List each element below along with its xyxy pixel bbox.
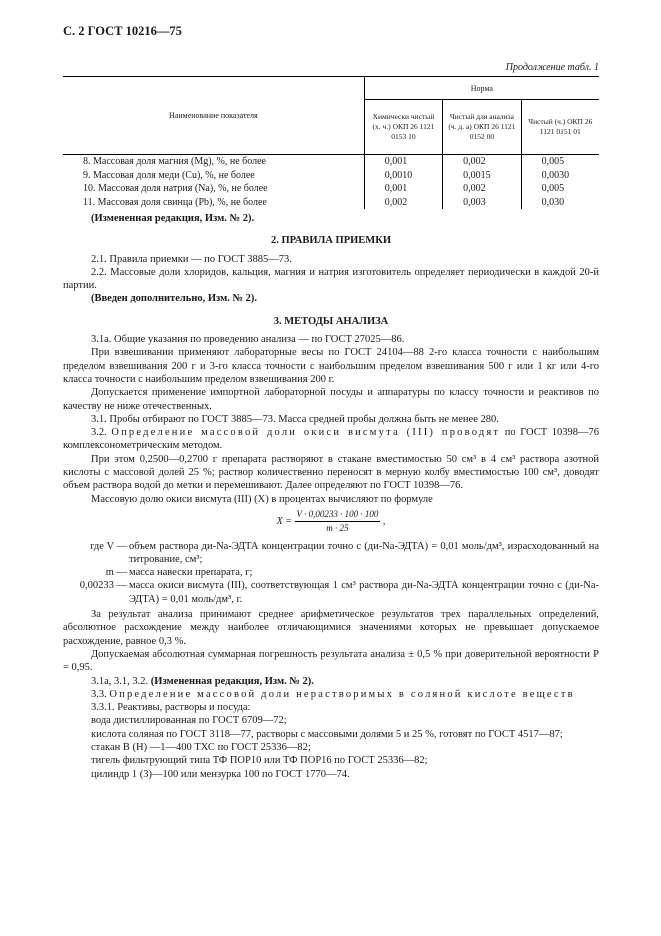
grade-header-hch: Химически чистый (х. ч.) ОКП 26 1121 0153 10 bbox=[364, 100, 442, 155]
table-cell: 0,002 bbox=[364, 196, 442, 210]
specification-table bbox=[63, 76, 599, 209]
grade-header-chda: Чистый для анализа (ч. д. а) ОКП 26 1121 0152 00 bbox=[443, 100, 521, 155]
section-title: 2. ПРАВИЛА ПРИЕМКИ bbox=[271, 235, 391, 247]
list-item: цилиндр 1 (3)—100 или мензурка 100 по ГОСТ 1770—74. bbox=[91, 768, 350, 780]
table-row-name: 8. Массовая доля магния (Mg), %, не более bbox=[83, 156, 266, 168]
table-row-name: 11. Массовая доля свинца (Pb), %, не более bbox=[83, 196, 267, 208]
list-item: стакан В (Н) —1—400 ТХС по ГОСТ 25336—82; bbox=[91, 741, 311, 753]
table-row-name: 10. Массовая доля натрия (Na), %, не более bbox=[83, 183, 268, 195]
page-header: С. 2 ГОСТ 10216—75 bbox=[63, 24, 182, 38]
legend-label: где V — bbox=[90, 540, 127, 552]
legend-entry bbox=[63, 540, 599, 567]
paragraph: За результат анализа принимают среднее арифметическое результатов трех параллельных определений, абсолютное расхождение между наиболее отличающимися значениями которых не превышает допускаемое расхождение, равное 0,3 %. bbox=[63, 609, 599, 647]
formula-denominator: m · 25 bbox=[326, 523, 349, 534]
table-cell: 0,001 bbox=[364, 155, 442, 169]
paragraph: При взвешивании применяют лабораторные весы по ГОСТ 24104—88 2-го класса точности с наибольшим пределом взвешивания 200 г и 3-го класса точности с наибольшим пределом взвешивания 500 г или 1 кг или 4-го класса точности с наибольшим пределом взвешивания 200 г. bbox=[63, 347, 599, 385]
paragraph-text: по ГОСТ 10398—76 комплексонометрическим методом. bbox=[63, 427, 599, 452]
column-header-norm: Норма bbox=[364, 77, 599, 100]
table-cell: 0,005 bbox=[521, 182, 599, 196]
amendment-note bbox=[63, 675, 599, 688]
table-cell: 0,0010 bbox=[364, 169, 442, 183]
legend-text: масса навески препарата, г; bbox=[129, 567, 253, 579]
paragraph: 3.1а. Общие указания по проведению анализа — по ГОСТ 27025—86. bbox=[91, 334, 405, 346]
table-cell: 0,005 bbox=[521, 155, 599, 169]
paragraph: Массовую долю окиси висмута (III) (X) в процентах вычисляют по формуле bbox=[91, 493, 433, 505]
table-cell: 0,002 bbox=[443, 182, 521, 196]
legend-entry bbox=[63, 566, 599, 579]
formula-tail: , bbox=[382, 516, 386, 528]
table-continuation-label: Продолжение табл. 1 bbox=[505, 62, 599, 73]
table-cell: 0,002 bbox=[443, 155, 521, 169]
document-body bbox=[63, 212, 599, 781]
paragraph: Допускается применение импортной лабораторной посуды и аппаратуры по классу точности и реактивов по качеству не ниже отечественных. bbox=[63, 387, 599, 412]
method-title: Определение массовой доли окиси висмута (III) проводят bbox=[111, 427, 501, 439]
paragraph: 2.1. Правила приемки — по ГОСТ 3885—73. bbox=[91, 253, 292, 265]
legend-label: 0,00233 — bbox=[79, 580, 127, 592]
column-header-indicator: Наименование показателя bbox=[169, 111, 258, 120]
formula-fraction bbox=[295, 508, 381, 536]
paragraph bbox=[63, 688, 599, 701]
section-title: 3. МЕТОДЫ АНАЛИЗА bbox=[273, 315, 389, 327]
amendment-note: (Введен дополнительно, Изм. № 2). bbox=[91, 293, 258, 305]
table-row-name: 9. Массовая доля меди (Cu), %, не более bbox=[83, 169, 255, 181]
paragraph: Допускаемая абсолютная суммарная погрешность результата анализа ± 0,5 % при доверительной вероятности P = 0,95. bbox=[63, 648, 599, 674]
table-cell: 0,030 bbox=[521, 196, 599, 210]
paragraph: 2.2. Массовые доли хлоридов, кальция, магния и натрия изготовитель определяет периодически в каждой 20-й партии. bbox=[63, 266, 599, 292]
paragraph-number: 3.2. bbox=[91, 427, 112, 439]
formula bbox=[63, 508, 599, 536]
amendment-ref: 3.1а, 3.1, 3.2. bbox=[91, 675, 151, 687]
paragraph-number: 3.3. bbox=[91, 688, 110, 700]
formula-lhs: X = bbox=[276, 516, 292, 528]
table-cell: 0,003 bbox=[443, 196, 521, 210]
legend-text: масса окиси висмута (III), соответствующая 1 см³ раствора ди-Na-ЭДТА концентрации точно с (ди-Na-ЭДТА) = 0,01 моль/дм³, г. bbox=[129, 580, 599, 605]
grade-header-ch: Чистый (ч.) ОКП 26 1121 0151 01 bbox=[521, 100, 599, 155]
list-item: тигель фильтрующий типа ТФ ПОР10 или ТФ ПОР16 по ГОСТ 25336—82; bbox=[91, 755, 428, 767]
paragraph: 3.3.1. Реактивы, растворы и посуда: bbox=[91, 702, 251, 714]
amendment-text: (Измененная редакция, Изм. № 2). bbox=[150, 675, 314, 687]
list-item: кислота соляная по ГОСТ 3118—77, растворы с массовыми долями 5 и 25 %, готовят по ГОСТ 4517—87; bbox=[91, 728, 563, 740]
paragraph: При этом 0,2500—0,2700 г препарата растворяют в стакане вместимостью 50 см³ в 4 см³ раствора азотной кислоты с массовой долей 25 %; раствор количественно переносят в мерную колбу вместимостью 100 см³, доводят объем раствора водой до метки и перемешивают. Далее определяют по ГОСТ 10398—76. bbox=[63, 453, 599, 492]
paragraph bbox=[63, 426, 599, 453]
method-title: Определение массовой доли нерастворимых в соляной кислоте веществ bbox=[109, 688, 575, 700]
table-cell: 0,0015 bbox=[443, 169, 521, 183]
table-cell: 0,001 bbox=[364, 182, 442, 196]
paragraph: 3.1. Пробы отбирают по ГОСТ 3885—73. Масса средней пробы должна быть не менее 280. bbox=[91, 413, 499, 425]
legend-entry bbox=[63, 579, 599, 606]
formula-numerator: V · 0,00233 · 100 · 100 bbox=[295, 508, 381, 522]
table-cell: 0,0030 bbox=[521, 169, 599, 183]
legend-text: объем раствора ди-Na-ЭДТА концентрации точно с (ди-Na-ЭДТА) = 0,01 моль/дм³, израсходованный на титрование, см³; bbox=[129, 540, 599, 565]
list-item: вода дистиллированная по ГОСТ 6709—72; bbox=[91, 715, 287, 727]
amendment-note: (Измененная редакция, Изм. № 2). bbox=[91, 213, 255, 224]
legend-label: m — bbox=[105, 567, 127, 579]
